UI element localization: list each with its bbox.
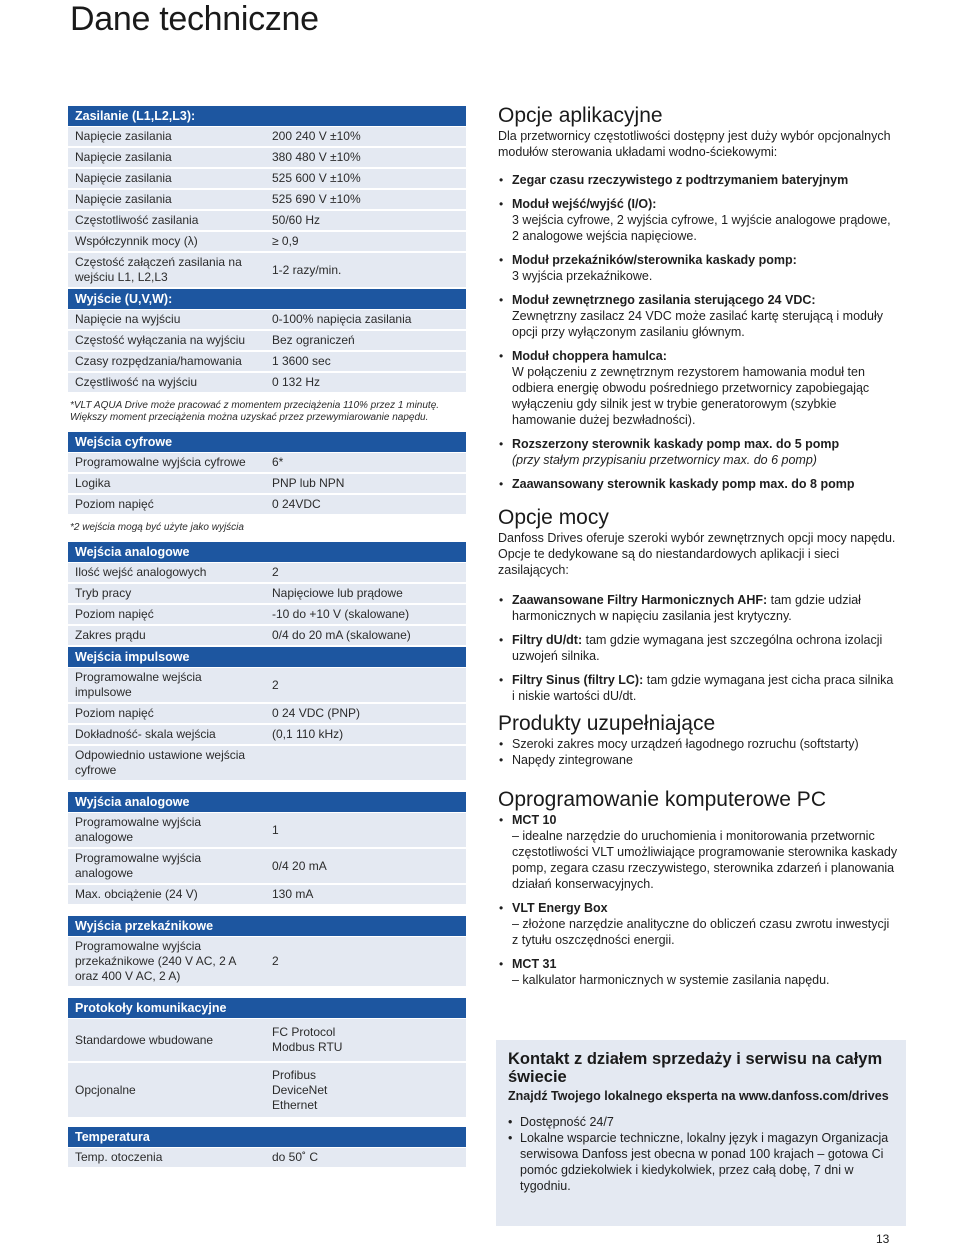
table-row bbox=[68, 885, 466, 906]
row-value bbox=[266, 761, 466, 765]
table-row bbox=[68, 937, 466, 988]
page-title: Dane techniczne bbox=[70, 0, 319, 38]
row-value: -10 do +10 V (skalowane) bbox=[272, 607, 410, 621]
row-value: 2 bbox=[272, 677, 279, 692]
table-row bbox=[68, 127, 466, 148]
heading-oprogramowanie: Oprogramowanie komputerowe PC bbox=[498, 788, 826, 811]
spec-tables bbox=[68, 106, 466, 1169]
row-value: 0 24VDC bbox=[272, 497, 321, 511]
table-row bbox=[68, 352, 466, 373]
row-label: Napięcie zasilania bbox=[75, 150, 172, 164]
section-header: Temperatura bbox=[68, 1127, 466, 1148]
list-item: • Szeroki zakres mocy urządzeń łagodnego rozruchu (softstarty) bbox=[498, 736, 898, 752]
row-label: Programowalne wyjścia cyfrowe bbox=[75, 455, 246, 469]
section-header: Protokoły komunikacyjne bbox=[68, 998, 466, 1019]
row-label: Napięcie na wyjściu bbox=[75, 312, 181, 326]
row-value: 525 600 V ±10% bbox=[272, 171, 361, 185]
row-value: (0,1 110 kHz) bbox=[272, 727, 344, 741]
row-value: Profibus DeviceNet Ethernet bbox=[272, 1067, 328, 1112]
row-label: Częstość wyłączania na wyjściu bbox=[75, 333, 246, 347]
row-label: Tryb pracy bbox=[75, 586, 132, 600]
list-item: • VLT Energy Box – złożone narzędzie analityczne do obliczeń czasu zwrotu inwestycji z tytułu oszczędności energii. bbox=[498, 900, 898, 948]
intro-text: Dla przetwornicy częstotliwości dostępny jest duży wybór opcjonalnych modułów sterowania układami wodno-ściekowymi: bbox=[498, 129, 891, 159]
table-row bbox=[68, 626, 466, 647]
table-row bbox=[68, 563, 466, 584]
list-item: • Lokalne wsparcie techniczne, lokalny język i magazyn Organizacja serwisowa Danfoss jest obecna w ponad 100 krajach – gotowa Ci pomóc gdziekolwiek i kiedykolwiek, przez całą dobę, 7 dni w tygodniu. bbox=[508, 1130, 894, 1194]
row-label: Ilość wejść analogowych bbox=[75, 565, 207, 579]
list-item: • Dostępność 24/7 bbox=[508, 1114, 894, 1130]
software-list bbox=[498, 812, 898, 988]
row-value: 0/4 20 mA bbox=[272, 858, 327, 873]
list-item: • Moduł zewnętrznego zasilania sterującego 24 VDC: Zewnętrzny zasilacz 24 VDC może zasilać kartę sterującą i moduły opcji przy wyłączonym zasilaniu głównym. bbox=[498, 292, 898, 340]
contact-list bbox=[508, 1114, 894, 1194]
list-item: • Moduł przekaźników/sterownika kaskady pomp: 3 wyjścia przekaźnikowe. bbox=[498, 252, 898, 284]
heading-opcje-mocy: Opcje mocy bbox=[498, 506, 609, 529]
table-row bbox=[68, 849, 466, 885]
table-row bbox=[68, 211, 466, 232]
section-header: Wyjścia przekaźnikowe bbox=[68, 916, 466, 937]
row-label: Standardowe wbudowane bbox=[75, 1032, 214, 1047]
row-label: Zakres prądu bbox=[75, 628, 146, 642]
section-header: Zasilanie (L1,L2,L3): bbox=[68, 106, 466, 127]
table-row bbox=[68, 310, 466, 331]
row-label: Programowalne wyjścia analogowe bbox=[75, 851, 202, 880]
page-number: 13 bbox=[876, 1232, 890, 1246]
section-wyjscie bbox=[68, 289, 466, 432]
row-label: Temp. otoczenia bbox=[75, 1150, 163, 1164]
row-label: Poziom napięć bbox=[75, 497, 154, 511]
row-value: 380 480 V ±10% bbox=[272, 150, 361, 164]
table-row bbox=[68, 813, 466, 849]
row-label: Napięcie zasilania bbox=[75, 129, 172, 143]
contact-box bbox=[496, 1040, 906, 1226]
section-wejscia-analogowe bbox=[68, 542, 466, 647]
section-wyjscia-analogowe bbox=[68, 792, 466, 906]
section-header: Wejścia impulsowe bbox=[68, 647, 466, 668]
section-header: Wejścia analogowe bbox=[68, 542, 466, 563]
row-label: Poziom napięć bbox=[75, 607, 154, 621]
row-value: 2 bbox=[272, 954, 279, 968]
row-label: Programowalne wyjścia przekaźnikowe (240 V AC, 2 A oraz 400 V AC, 2 A) bbox=[75, 939, 236, 983]
row-value: 0-100% napięcia zasilania bbox=[272, 312, 412, 326]
section-header: Wejścia cyfrowe bbox=[68, 432, 466, 453]
row-value: 130 mA bbox=[272, 887, 314, 901]
table-row bbox=[68, 373, 466, 394]
heading-produkty: Produkty uzupełniające bbox=[498, 712, 716, 735]
table-row bbox=[68, 704, 466, 725]
list-item: • Rozszerzony sterownik kaskady pomp max. do 5 pomp (przy stałym przypisaniu przetwornicy max. do 6 pomp) bbox=[498, 436, 898, 468]
row-label: Czasy rozpędzania/hamowania bbox=[75, 354, 242, 368]
row-label: Napięcie zasilania bbox=[75, 171, 172, 185]
section-wejscia-impulsowe bbox=[68, 647, 466, 782]
table-row bbox=[68, 190, 466, 211]
table-row bbox=[68, 668, 466, 704]
list-item: • Filtry dU/dt: tam gdzie wymagana jest szczególna ochrona izolacji uzwojeń silnika. bbox=[498, 632, 898, 664]
row-label: Napięcie zasilania bbox=[75, 192, 172, 206]
list-item: • MCT 10 – idealne narzędzie do uruchomienia i monitorowania przetwornic częstotliwości VLT umożliwiające programowanie sterownika kaskady pomp, zegara czasu rzeczywistego, sterownika zdarzeń i planowania działań konserwacyjnych. bbox=[498, 812, 898, 892]
table-row bbox=[68, 453, 466, 474]
row-value: 1 bbox=[272, 822, 279, 837]
option-list bbox=[498, 172, 898, 492]
table-row bbox=[68, 605, 466, 626]
table-row bbox=[68, 725, 466, 746]
section-temperatura bbox=[68, 1127, 466, 1169]
row-label: Częstość załączeń zasilania na wejściu L1, L2,L3 bbox=[75, 255, 242, 284]
section-header: Wyjście (U,V,W): bbox=[68, 289, 466, 310]
table-row bbox=[68, 148, 466, 169]
row-label: Max. obciążenie (24 V) bbox=[75, 887, 198, 901]
row-value: 525 690 V ±10% bbox=[272, 192, 361, 206]
footnote: *VLT AQUA Drive może pracować z momentem przeciążenia 110% przez 1 minutę. Większy moment przeciążenia można uzyskać przez przewymiarowanie napędu. bbox=[70, 400, 440, 423]
option-list bbox=[498, 592, 898, 704]
row-value: 0 132 Hz bbox=[272, 375, 321, 389]
row-value: 1 3600 sec bbox=[272, 354, 331, 368]
row-value: do 50˚ C bbox=[272, 1150, 319, 1164]
table-row bbox=[68, 1148, 466, 1169]
section-wejscia-cyfrowe bbox=[68, 432, 466, 542]
row-value: Bez ograniczeń bbox=[272, 333, 355, 347]
table-row bbox=[68, 331, 466, 352]
heading-opcje-aplikacyjne: Opcje aplikacyjne bbox=[498, 104, 663, 127]
section-wyjscia-przekaznikowe bbox=[68, 916, 466, 988]
list-item: • Zegar czasu rzeczywistego z podtrzymaniem bateryjnym bbox=[498, 172, 898, 188]
list-item: • Moduł wejść/wyjść (I/O): 3 wejścia cyfrowe, 2 wyjścia cyfrowe, 1 wyjście analogowe prądowe, 2 analogowe wejścia napięciowe. bbox=[498, 196, 898, 244]
row-value: ≥ 0,9 bbox=[272, 234, 299, 248]
section-header: Wyjścia analogowe bbox=[68, 792, 466, 813]
list-item: • Filtry Sinus (filtry LC): tam gdzie wymagana jest cicha praca silnika i niskie wartości dU/dt. bbox=[498, 672, 898, 704]
row-value: 50/60 Hz bbox=[272, 213, 321, 227]
table-row bbox=[68, 232, 466, 253]
row-label: Odpowiednio ustawione wejścia cyfrowe bbox=[75, 748, 246, 777]
contact-title: Kontakt z działem sprzedaży i serwisu na całym świecie bbox=[508, 1050, 883, 1086]
row-value: FC Protocol Modbus RTU bbox=[272, 1025, 343, 1054]
right-column bbox=[498, 104, 898, 996]
list-item: • Napędy zintegrowane bbox=[498, 752, 898, 768]
table-row bbox=[68, 169, 466, 190]
footnote: *2 wejścia mogą być użyte jako wyjścia bbox=[70, 522, 244, 533]
table-row bbox=[68, 1019, 466, 1063]
row-label: Poziom napięć bbox=[75, 706, 154, 720]
list-item: • MCT 31 – kalkulator harmonicznych w systemie zasilania napędu. bbox=[498, 956, 898, 988]
row-label: Częstotliwość zasilania bbox=[75, 213, 199, 227]
row-label: Częstliwość na wyjściu bbox=[75, 375, 198, 389]
row-label: Logika bbox=[75, 476, 111, 490]
list-item: • Zaawansowany sterownik kaskady pomp max. do 8 pomp bbox=[498, 476, 898, 492]
table-row bbox=[68, 746, 466, 782]
table-row bbox=[68, 253, 466, 289]
contact-subtitle: Znajdź Twojego lokalnego eksperta na www.danfoss.com/drives bbox=[508, 1089, 889, 1103]
row-value: 6* bbox=[272, 455, 284, 469]
row-value: 0 24 VDC (PNP) bbox=[272, 706, 361, 720]
list-item: • Zaawansowane Filtry Harmonicznych AHF: tam gdzie udział harmonicznych w napięciu zasilania jest krytyczny. bbox=[498, 592, 898, 624]
row-label: Dokładność- skala wejścia bbox=[75, 727, 216, 741]
row-value: PNP lub NPN bbox=[272, 476, 345, 490]
table-row bbox=[68, 474, 466, 495]
list-item: • Moduł choppera hamulca: W połączeniu z zewnętrznym rezystorem hamowania moduł ten odbiera energię obwodu pośredniego przetwornicy zapobiegając wyłączeniu gdy silnik jest w trybie generatorowym (szybkie hamowanie dużej bezwładności). bbox=[498, 348, 898, 428]
table-row bbox=[68, 584, 466, 605]
row-value: Napięciowe lub prądowe bbox=[272, 586, 403, 600]
row-value: 2 bbox=[272, 565, 279, 579]
section-zasilanie bbox=[68, 106, 466, 289]
row-label: Programowalne wejścia impulsowe bbox=[75, 670, 202, 699]
row-value: 200 240 V ±10% bbox=[272, 129, 361, 143]
section-protokoly bbox=[68, 998, 466, 1119]
row-value: 0/4 do 20 mA (skalowane) bbox=[272, 628, 411, 642]
row-label: Opcjonalne bbox=[75, 1082, 136, 1097]
product-list bbox=[498, 736, 898, 768]
row-value: 1-2 razy/min. bbox=[272, 262, 342, 277]
row-label: Współczynnik mocy (λ) bbox=[75, 234, 198, 248]
table-row bbox=[68, 1063, 466, 1119]
table-row bbox=[68, 495, 466, 516]
row-label: Programowalne wyjścia analogowe bbox=[75, 815, 202, 844]
intro-text: Danfoss Drives oferuje szeroki wybór zewnętrznych opcji mocy napędu. Opcje te dedykowane są do niestandardowych aplikacji i sieci zasilających: bbox=[498, 531, 896, 577]
